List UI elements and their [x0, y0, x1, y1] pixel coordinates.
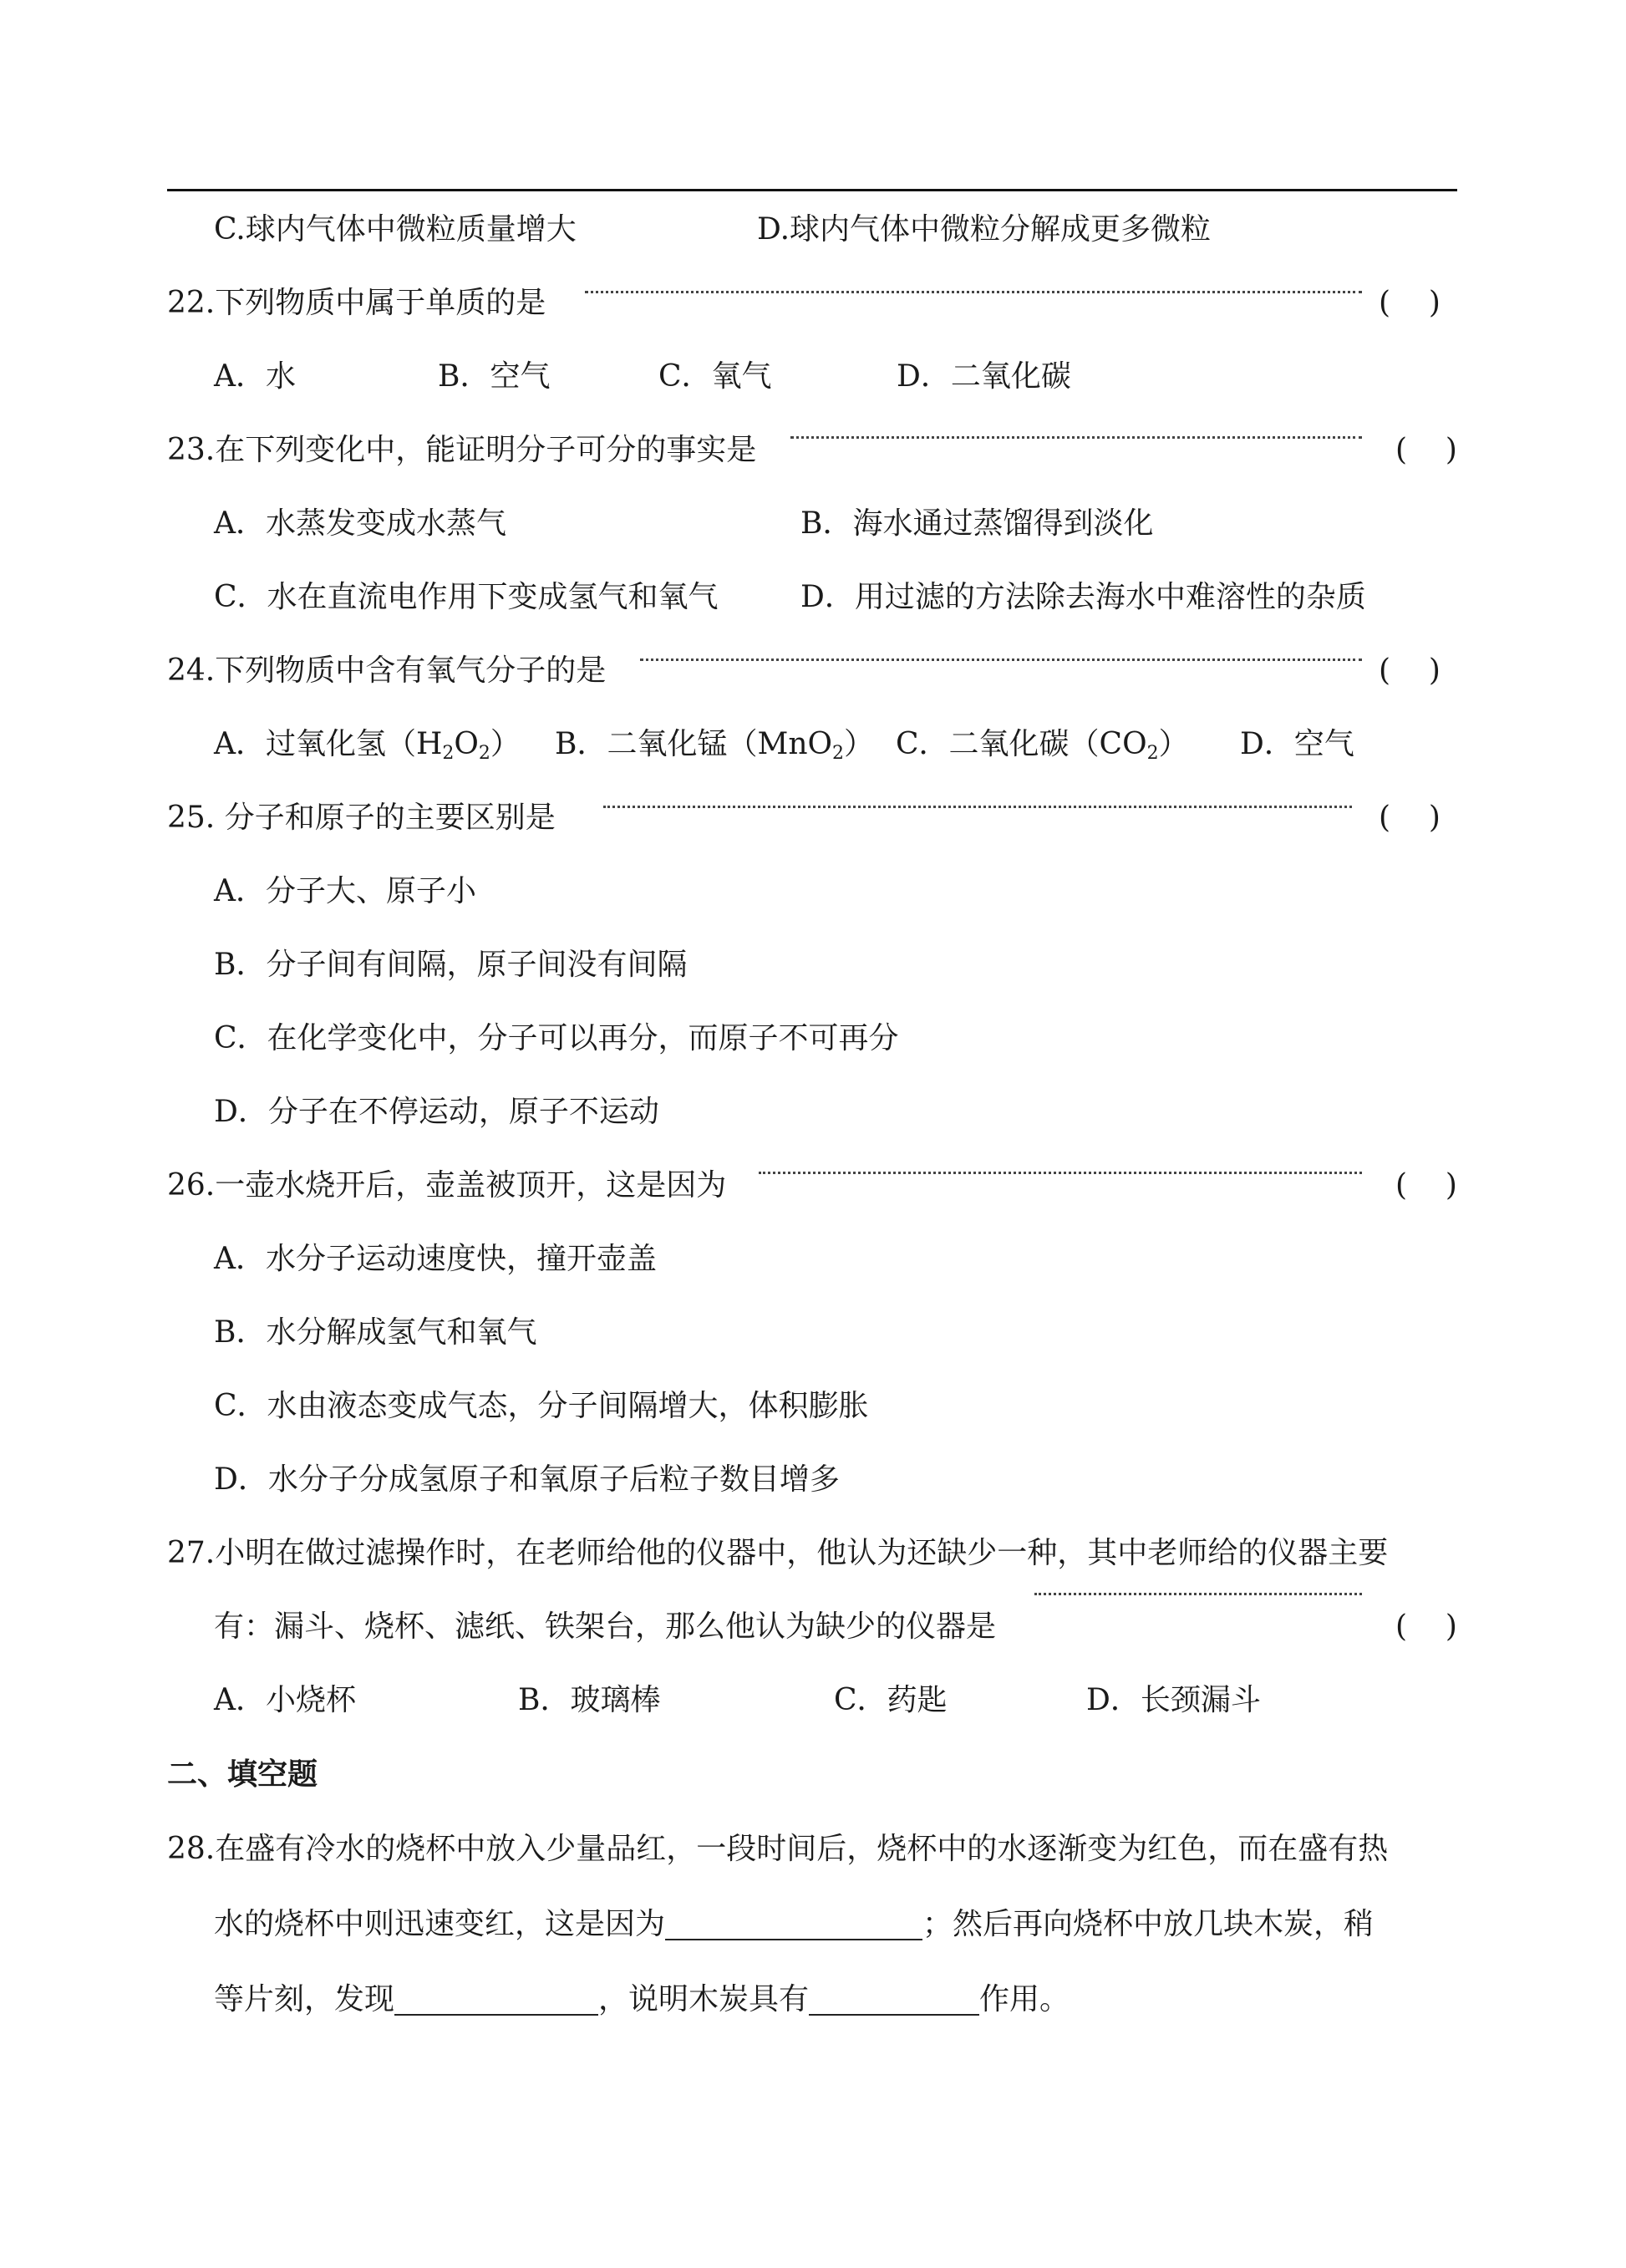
q27-stem-line1: 27.小明在做过滤操作时，在老师给他的仪器中，他认为还缺少一种，其中老师给的仪器主要 — [167, 1536, 1389, 1570]
q24-option-b: B．二氧化锰（MnO$_2$） — [555, 727, 875, 764]
q24-stem: 24.下列物质中含有氧气分子的是 — [167, 653, 607, 688]
q27-answer-paren: ( ) — [1395, 1609, 1457, 1644]
q27-option-b: B．玻璃棒 — [518, 1683, 661, 1717]
q23-option-a: A．水蒸发变成水蒸气 — [214, 506, 506, 541]
q22-stem: 22.下列物质中属于单质的是 — [167, 286, 546, 320]
q26-option-b: B．水分解成氢气和氧气 — [214, 1315, 537, 1350]
q22-option-b: B．空气 — [438, 359, 551, 394]
q25-option-a: A．分子大、原子小 — [214, 874, 476, 908]
q27-option-a: A．小烧杯 — [214, 1683, 356, 1717]
q27-stem-line2: 有：漏斗、烧杯、滤纸、铁架台，那么他认为缺少的仪器是 — [214, 1609, 997, 1644]
q24-option-d: D．空气 — [1240, 727, 1354, 761]
q26-option-a: A．水分子运动速度快，撞开壶盖 — [214, 1242, 657, 1276]
q27-option-d: D．长颈漏斗 — [1086, 1683, 1261, 1717]
q25-option-b: B．分子间有间隔，原子间没有间隔 — [214, 948, 688, 982]
q22-option-a: A．水 — [214, 359, 296, 394]
q23-option-b: B．海水通过蒸馏得到淡化 — [800, 506, 1154, 541]
header-rule — [167, 189, 1457, 191]
q25-option-d: D．分子在不停运动，原子不运动 — [214, 1095, 659, 1129]
q26-option-d: D．水分子分成氢原子和氧原子后粒子数目增多 — [214, 1462, 840, 1497]
q23-stem: 23.在下列变化中，能证明分子可分的事实是 — [167, 433, 757, 467]
q27-option-c: C．药匙 — [834, 1683, 948, 1717]
q21-option-c: C.球内气体中微粒质量增大 — [214, 212, 577, 247]
q24-leader-dots — [640, 659, 1362, 661]
q28-blank-2[interactable] — [394, 1986, 598, 2016]
q25-answer-paren: ( ) — [1379, 801, 1441, 835]
q22-answer-paren: ( ) — [1379, 286, 1441, 320]
q26-answer-paren: ( ) — [1395, 1168, 1457, 1203]
q25-stem: 25. 分子和原子的主要区别是 — [167, 801, 556, 835]
q24-option-a: A．过氧化氢$(H_2O_2)$ — [214, 727, 521, 764]
q22-leader-dots — [585, 291, 1362, 293]
q22-option-d: D．二氧化碳 — [897, 359, 1071, 394]
q25-leader-dots — [603, 806, 1352, 808]
section-heading-fill-in: 二、填空题 — [167, 1757, 318, 1792]
q23-option-c: C．水在直流电作用下变成氢气和氧气 — [214, 580, 719, 614]
q28-line2: 水的烧杯中则迅速变红，这是因为 ；然后再向烧杯中放几块木炭，稍 — [214, 1907, 1374, 1941]
q28-blank-3[interactable] — [809, 1986, 979, 2016]
q25-option-c: C．在化学变化中，分子可以再分，而原子不可再分 — [214, 1021, 899, 1055]
q26-leader-dots — [759, 1172, 1362, 1174]
q26-option-c: C．水由液态变成气态，分子间隔增大，体积膨胀 — [214, 1389, 869, 1423]
q21-option-d: D.球内气体中微粒分解成更多微粒 — [757, 212, 1212, 247]
q28-line1: 28.在盛有冷水的烧杯中放入少量品红，一段时间后，烧杯中的水逐渐变为红色，而在盛有热 — [167, 1832, 1389, 1866]
q23-option-d: D．用过滤的方法除去海水中难溶性的杂质 — [800, 580, 1366, 614]
q23-answer-paren: ( ) — [1395, 433, 1457, 467]
q24-answer-paren: ( ) — [1379, 653, 1441, 688]
q23-leader-dots — [790, 436, 1362, 439]
q22-option-c: C．氧气 — [658, 359, 772, 394]
q28-line3: 等片刻，发现 ，说明木炭具有 作用。 — [214, 1982, 1070, 2016]
q26-stem: 26.一壶水烧开后，壶盖被顶开，这是因为 — [167, 1168, 727, 1203]
q27-leader-dots — [1034, 1593, 1362, 1595]
q28-blank-1[interactable] — [665, 1910, 922, 1940]
q24-option-c: C．二氧化碳$(CO_2)$ — [896, 727, 1189, 764]
